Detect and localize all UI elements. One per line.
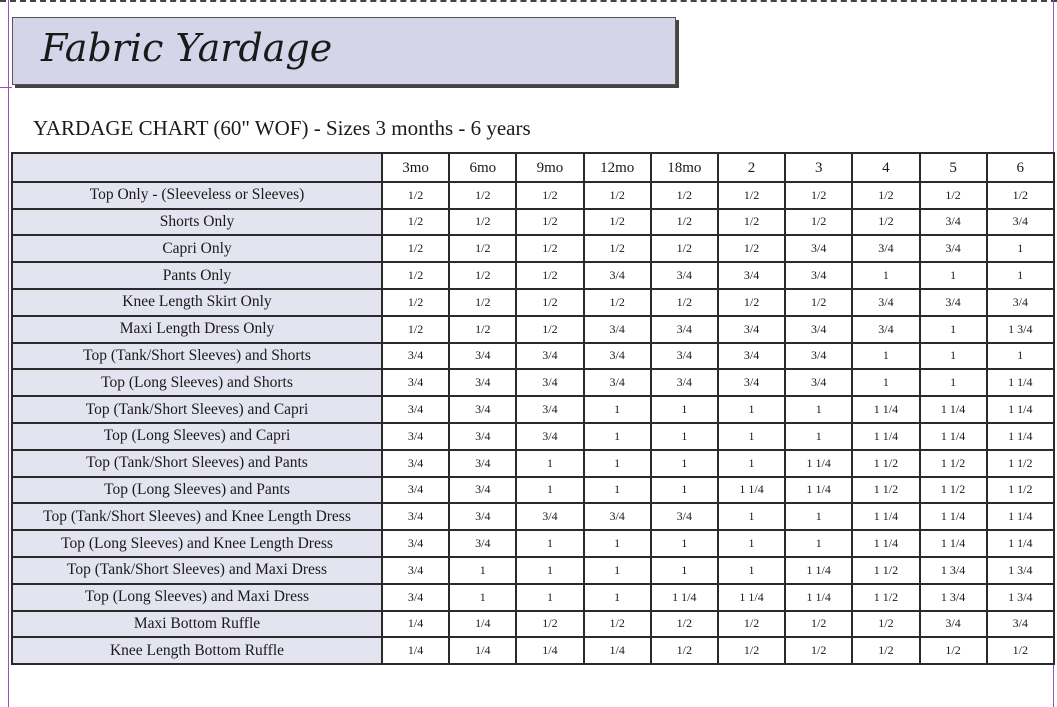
yardage-value-cell: 3/4 — [651, 316, 718, 343]
garment-label-cell: Top (Tank/Short Sleeves) and Capri — [12, 396, 382, 423]
yardage-value-cell: 3/4 — [516, 343, 583, 370]
yardage-value-cell: 1 1/4 — [718, 584, 785, 611]
yardage-value-cell: 1 — [516, 477, 583, 504]
yardage-value-cell: 1 — [584, 450, 651, 477]
yardage-value-cell: 1/2 — [449, 209, 516, 236]
yardage-value-cell: 3/4 — [651, 262, 718, 289]
yardage-value-cell: 1 — [584, 423, 651, 450]
yardage-value-cell: 3/4 — [785, 316, 852, 343]
yardage-value-cell: 1 3/4 — [987, 584, 1054, 611]
yardage-value-cell: 1/2 — [449, 235, 516, 262]
yardage-value-cell: 3/4 — [382, 343, 449, 370]
yardage-value-cell: 1 1/4 — [651, 584, 718, 611]
size-header-cell: 4 — [852, 153, 919, 182]
table-row — [12, 316, 1054, 343]
yardage-value-cell: 1 1/2 — [852, 477, 919, 504]
garment-label-cell: Maxi Length Dress Only — [12, 316, 382, 343]
size-header-cell: 6 — [987, 153, 1054, 182]
yardage-value-cell: 3/4 — [382, 557, 449, 584]
yardage-value-cell: 1 1/4 — [920, 396, 987, 423]
yardage-value-cell: 1/4 — [449, 637, 516, 664]
yardage-value-cell: 3/4 — [449, 450, 516, 477]
yardage-value-cell: 1 3/4 — [987, 557, 1054, 584]
table-row — [12, 182, 1054, 209]
yardage-value-cell: 1/2 — [785, 611, 852, 638]
yardage-value-cell: 1 — [987, 343, 1054, 370]
yardage-value-cell: 1 3/4 — [920, 584, 987, 611]
yardage-value-cell: 1 — [516, 584, 583, 611]
yardage-value-cell: 1/2 — [852, 209, 919, 236]
yardage-value-cell: 1/2 — [718, 611, 785, 638]
garment-label-cell: Top (Long Sleeves) and Pants — [12, 477, 382, 504]
yardage-value-cell: 3/4 — [987, 289, 1054, 316]
table-row — [12, 637, 1054, 664]
yardage-value-cell: 3/4 — [718, 262, 785, 289]
yardage-value-cell: 3/4 — [449, 343, 516, 370]
yardage-value-cell: 1/2 — [449, 262, 516, 289]
garment-label-cell: Top (Long Sleeves) and Capri — [12, 423, 382, 450]
yardage-value-cell: 3/4 — [449, 530, 516, 557]
yardage-value-cell: 1 — [920, 369, 987, 396]
size-header-cell: 3 — [785, 153, 852, 182]
table-row — [12, 209, 1054, 236]
yardage-value-cell: 1 1/4 — [852, 530, 919, 557]
yardage-value-cell: 1 1/4 — [987, 530, 1054, 557]
table-row — [12, 584, 1054, 611]
yardage-value-cell: 1/2 — [718, 235, 785, 262]
yardage-value-cell: 1/4 — [382, 611, 449, 638]
yardage-value-cell: 1 — [718, 530, 785, 557]
yardage-value-cell: 1/2 — [718, 182, 785, 209]
yardage-value-cell: 1/2 — [852, 182, 919, 209]
yardage-value-cell: 3/4 — [920, 235, 987, 262]
yardage-value-cell: 3/4 — [920, 611, 987, 638]
table-body — [12, 182, 1054, 664]
yardage-value-cell: 1 — [920, 316, 987, 343]
size-header-cell: 3mo — [382, 153, 449, 182]
garment-label-cell: Top Only - (Sleeveless or Sleeves) — [12, 182, 382, 209]
yardage-value-cell: 1 1/4 — [785, 584, 852, 611]
yardage-value-cell: 1 — [651, 530, 718, 557]
yardage-value-cell: 1/2 — [382, 316, 449, 343]
yardage-value-cell: 3/4 — [584, 369, 651, 396]
yardage-value-cell: 1 — [584, 396, 651, 423]
garment-label-cell: Top (Long Sleeves) and Shorts — [12, 369, 382, 396]
yardage-value-cell: 3/4 — [785, 262, 852, 289]
yardage-value-cell: 1/4 — [516, 637, 583, 664]
table-row — [12, 343, 1054, 370]
yardage-value-cell: 3/4 — [449, 477, 516, 504]
yardage-value-cell: 1 — [651, 477, 718, 504]
yardage-value-cell: 1/4 — [382, 637, 449, 664]
table-row — [12, 396, 1054, 423]
yardage-value-cell: 3/4 — [651, 343, 718, 370]
yardage-value-cell: 1/2 — [718, 289, 785, 316]
yardage-value-cell: 3/4 — [785, 369, 852, 396]
yardage-value-cell: 1 — [718, 557, 785, 584]
yardage-value-cell: 1/2 — [651, 289, 718, 316]
yardage-value-cell: 1 — [718, 396, 785, 423]
size-header-cell: 9mo — [516, 153, 583, 182]
yardage-value-cell: 3/4 — [382, 503, 449, 530]
yardage-value-cell: 3/4 — [718, 369, 785, 396]
yardage-value-cell: 1/2 — [516, 209, 583, 236]
yardage-value-cell: 1 1/2 — [852, 557, 919, 584]
table-row — [12, 557, 1054, 584]
yardage-value-cell: 1/2 — [449, 289, 516, 316]
yardage-value-cell: 1 1/4 — [785, 477, 852, 504]
yardage-value-cell: 1/2 — [516, 611, 583, 638]
header-banner — [12, 17, 676, 85]
yardage-value-cell: 1 1/4 — [785, 450, 852, 477]
yardage-value-cell: 1 — [852, 369, 919, 396]
yardage-value-cell: 1/2 — [382, 182, 449, 209]
yardage-value-cell: 3/4 — [852, 235, 919, 262]
yardage-value-cell: 3/4 — [516, 503, 583, 530]
size-header-cell: 5 — [920, 153, 987, 182]
yardage-value-cell: 1 — [516, 530, 583, 557]
yardage-value-cell: 1/2 — [382, 235, 449, 262]
yardage-value-cell: 1/2 — [651, 182, 718, 209]
yardage-value-cell: 1/2 — [920, 637, 987, 664]
table-row — [12, 369, 1054, 396]
garment-label-cell: Top (Tank/Short Sleeves) and Pants — [12, 450, 382, 477]
table-row — [12, 262, 1054, 289]
yardage-value-cell: 3/4 — [785, 343, 852, 370]
yardage-value-cell: 1 — [785, 423, 852, 450]
yardage-value-cell: 3/4 — [516, 396, 583, 423]
table-row — [12, 611, 1054, 638]
yardage-value-cell: 1 — [516, 450, 583, 477]
yardage-value-cell: 3/4 — [584, 503, 651, 530]
yardage-value-cell: 3/4 — [516, 423, 583, 450]
yardage-value-cell: 1 1/4 — [987, 369, 1054, 396]
yardage-value-cell: 3/4 — [920, 209, 987, 236]
page-guide-left — [8, 0, 9, 707]
table-row — [12, 235, 1054, 262]
yardage-value-cell: 1/2 — [651, 235, 718, 262]
yardage-value-cell: 1 — [785, 396, 852, 423]
yardage-value-cell: 1 — [651, 396, 718, 423]
yardage-value-cell: 3/4 — [516, 369, 583, 396]
yardage-value-cell: 1/2 — [449, 182, 516, 209]
yardage-value-cell: 1/2 — [584, 209, 651, 236]
yardage-value-cell: 1 — [852, 343, 919, 370]
yardage-value-cell: 3/4 — [449, 503, 516, 530]
yardage-value-cell: 1 1/4 — [852, 503, 919, 530]
garment-label-cell: Top (Tank/Short Sleeves) and Knee Length Dress — [12, 503, 382, 530]
yardage-value-cell: 1 — [785, 503, 852, 530]
garment-label-cell: Capri Only — [12, 235, 382, 262]
garment-label-cell: Pants Only — [12, 262, 382, 289]
yardage-value-cell: 1 — [718, 503, 785, 530]
yardage-value-cell: 1 — [651, 423, 718, 450]
yardage-value-cell: 1 1/4 — [987, 423, 1054, 450]
garment-label-cell: Top (Long Sleeves) and Maxi Dress — [12, 584, 382, 611]
yardage-value-cell: 1 1/4 — [987, 396, 1054, 423]
yardage-value-cell: 1 — [651, 450, 718, 477]
garment-label-cell: Knee Length Bottom Ruffle — [12, 637, 382, 664]
yardage-value-cell: 1/2 — [852, 611, 919, 638]
yardage-value-cell: 1/2 — [584, 611, 651, 638]
yardage-value-cell: 3/4 — [584, 343, 651, 370]
yardage-value-cell: 1/2 — [584, 235, 651, 262]
yardage-value-cell: 1 1/2 — [920, 477, 987, 504]
yardage-value-cell: 1 1/4 — [718, 477, 785, 504]
yardage-value-cell: 1/2 — [785, 209, 852, 236]
yardage-value-cell: 3/4 — [382, 477, 449, 504]
yardage-value-cell: 1 — [785, 530, 852, 557]
yardage-value-cell: 1/2 — [852, 637, 919, 664]
yardage-value-cell: 1 1/2 — [920, 450, 987, 477]
yardage-value-cell: 1 1/4 — [920, 530, 987, 557]
yardage-value-cell: 1/2 — [651, 637, 718, 664]
yardage-value-cell: 1/4 — [449, 611, 516, 638]
yardage-value-cell: 1 — [651, 557, 718, 584]
yardage-value-cell: 1/4 — [584, 637, 651, 664]
yardage-value-cell: 3/4 — [584, 316, 651, 343]
yardage-value-cell: 1 — [584, 584, 651, 611]
yardage-value-cell: 1 3/4 — [987, 316, 1054, 343]
chart-heading: YARDAGE CHART (60" WOF) - Sizes 3 months - 6 years — [33, 116, 531, 140]
yardage-value-cell: 3/4 — [785, 235, 852, 262]
yardage-value-cell: 1 1/4 — [852, 396, 919, 423]
yardage-value-cell: 1 — [852, 262, 919, 289]
yardage-value-cell: 1 — [920, 262, 987, 289]
yardage-value-cell: 3/4 — [449, 396, 516, 423]
garment-label-cell: Shorts Only — [12, 209, 382, 236]
yardage-value-cell: 1 — [516, 557, 583, 584]
size-header-cell: 18mo — [651, 153, 718, 182]
yardage-value-cell: 1 3/4 — [920, 557, 987, 584]
yardage-value-cell: 1 1/4 — [920, 423, 987, 450]
yardage-value-cell: 1/2 — [920, 182, 987, 209]
yardage-value-cell: 1/2 — [987, 182, 1054, 209]
yardage-value-cell: 1/2 — [449, 316, 516, 343]
yardage-value-cell: 1/2 — [987, 637, 1054, 664]
yardage-value-cell: 1/2 — [382, 209, 449, 236]
garment-label-cell: Maxi Bottom Ruffle — [12, 611, 382, 638]
yardage-value-cell: 1 1/4 — [785, 557, 852, 584]
table-row — [12, 477, 1054, 504]
yardage-value-cell: 1 — [987, 262, 1054, 289]
table-row — [12, 530, 1054, 557]
yardage-value-cell: 1/2 — [516, 289, 583, 316]
yardage-value-cell: 1/2 — [785, 637, 852, 664]
yardage-value-cell: 1/2 — [382, 289, 449, 316]
size-header-cell: 6mo — [449, 153, 516, 182]
yardage-value-cell: 3/4 — [987, 209, 1054, 236]
yardage-value-cell: 1/2 — [382, 262, 449, 289]
yardage-value-cell: 3/4 — [987, 611, 1054, 638]
table-header-row — [12, 153, 1054, 182]
yardage-value-cell: 1/2 — [785, 182, 852, 209]
yardage-value-cell: 1 — [584, 477, 651, 504]
yardage-value-cell: 3/4 — [382, 584, 449, 611]
yardage-value-cell: 3/4 — [651, 503, 718, 530]
yardage-value-cell: 1/2 — [516, 262, 583, 289]
yardage-value-cell: 3/4 — [449, 369, 516, 396]
size-header-cell: 2 — [718, 153, 785, 182]
yardage-value-cell: 3/4 — [382, 369, 449, 396]
yardage-value-cell: 3/4 — [718, 316, 785, 343]
yardage-value-cell: 1/2 — [584, 289, 651, 316]
yardage-value-cell: 1/2 — [718, 637, 785, 664]
yardage-value-cell: 3/4 — [718, 343, 785, 370]
size-header-cell: 12mo — [584, 153, 651, 182]
yardage-value-cell: 1 — [920, 343, 987, 370]
yardage-value-cell: 1 1/4 — [987, 503, 1054, 530]
garment-label-cell: Top (Tank/Short Sleeves) and Maxi Dress — [12, 557, 382, 584]
yardage-value-cell: 1 1/2 — [987, 477, 1054, 504]
yardage-value-cell: 1 1/2 — [852, 584, 919, 611]
yardage-value-cell: 1 — [449, 584, 516, 611]
yardage-value-cell: 3/4 — [852, 289, 919, 316]
yardage-value-cell: 1/2 — [651, 209, 718, 236]
yardage-value-cell: 1/2 — [718, 209, 785, 236]
yardage-value-cell: 1/2 — [584, 182, 651, 209]
yardage-value-cell: 1/2 — [516, 235, 583, 262]
yardage-value-cell: 1/2 — [516, 182, 583, 209]
yardage-value-cell: 3/4 — [920, 289, 987, 316]
yardage-value-cell: 3/4 — [449, 423, 516, 450]
garment-label-cell: Top (Tank/Short Sleeves) and Shorts — [12, 343, 382, 370]
page-guide-horizontal — [0, 87, 12, 88]
yardage-value-cell: 3/4 — [382, 450, 449, 477]
table-row — [12, 503, 1054, 530]
table-row — [12, 289, 1054, 316]
yardage-value-cell: 1/2 — [785, 289, 852, 316]
yardage-value-cell: 3/4 — [382, 530, 449, 557]
yardage-value-cell: 1 1/4 — [920, 503, 987, 530]
yardage-value-cell: 1/2 — [516, 316, 583, 343]
yardage-value-cell: 1 1/2 — [852, 450, 919, 477]
yardage-value-cell: 1/2 — [651, 611, 718, 638]
yardage-value-cell: 1 — [449, 557, 516, 584]
top-border — [0, 0, 1057, 4]
table-corner-cell — [12, 153, 382, 182]
table-row — [12, 450, 1054, 477]
page-title: Fabric Yardage — [41, 26, 333, 70]
yardage-value-cell: 3/4 — [382, 423, 449, 450]
yardage-value-cell: 3/4 — [382, 396, 449, 423]
yardage-value-cell: 3/4 — [584, 262, 651, 289]
yardage-value-cell: 1 1/2 — [987, 450, 1054, 477]
garment-label-cell: Knee Length Skirt Only — [12, 289, 382, 316]
yardage-value-cell: 3/4 — [651, 369, 718, 396]
table-row — [12, 423, 1054, 450]
yardage-value-cell: 1 — [584, 530, 651, 557]
yardage-value-cell: 3/4 — [852, 316, 919, 343]
yardage-value-cell: 1 — [584, 557, 651, 584]
yardage-table — [11, 152, 1055, 665]
yardage-value-cell: 1 1/4 — [852, 423, 919, 450]
yardage-value-cell: 1 — [987, 235, 1054, 262]
garment-label-cell: Top (Long Sleeves) and Knee Length Dress — [12, 530, 382, 557]
yardage-value-cell: 1 — [718, 423, 785, 450]
yardage-value-cell: 1 — [718, 450, 785, 477]
